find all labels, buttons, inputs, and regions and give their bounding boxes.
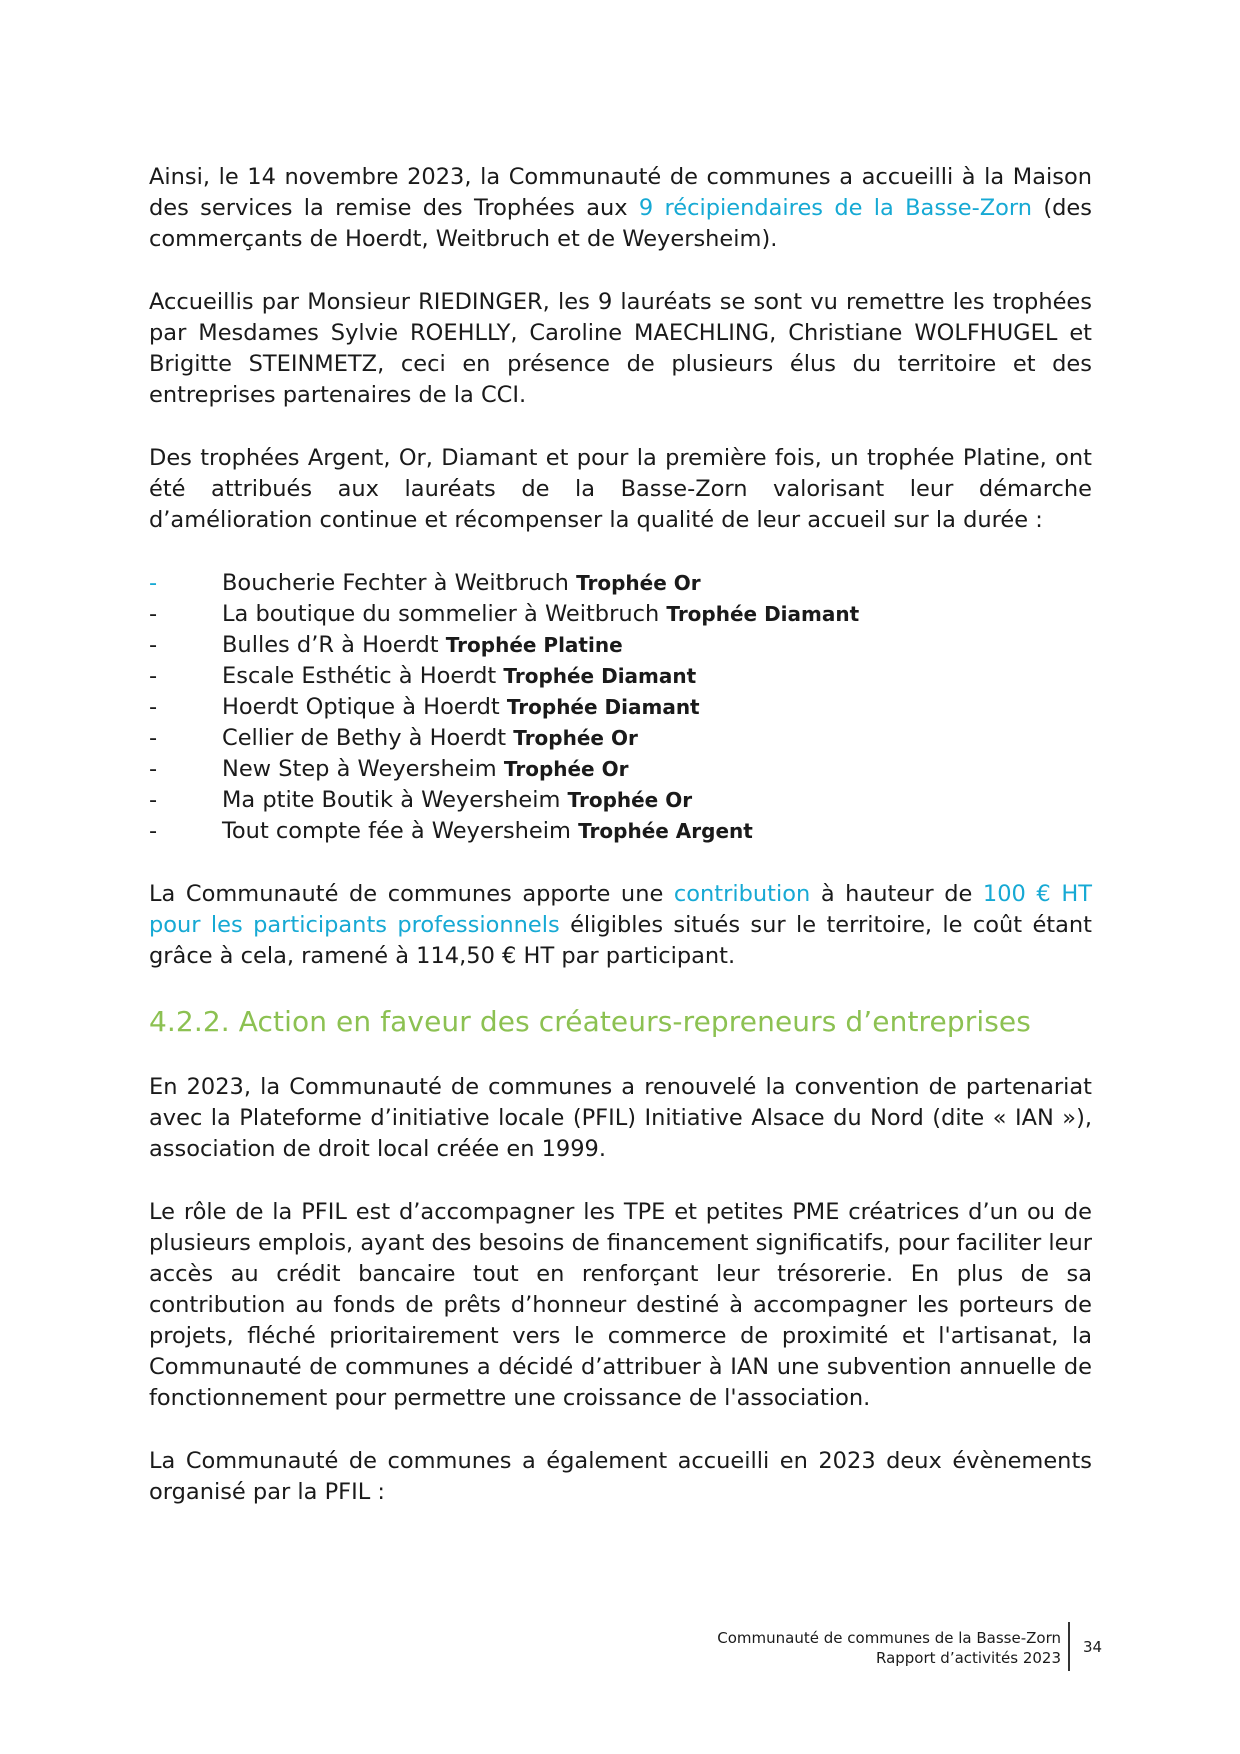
participants-link[interactable]: 100 € HT pour les participants professionnels (149, 881, 1092, 938)
list-item: - Tout compte fée à Weyersheim Trophée Argent (149, 816, 1092, 847)
recipients-link[interactable]: 9 récipiendaires de la Basse-Zorn (638, 195, 1033, 221)
award-label: Trophée Diamant (506, 695, 700, 719)
list-bullet: - (149, 601, 158, 627)
contribution-link[interactable]: contribution (673, 881, 811, 907)
page-number: 34 (1083, 1638, 1103, 1656)
intro-paragraph-2: Accueillis par Monsieur RIEDINGER, les 9 lauréats se sont vu remettre les trophées par Mesdames Sylvie ROEHLLY, Caroline MAECHLING, Christiane WOLFHUGEL et Brigitte STEINMETZ, ceci en présence de plusieurs élus du territoire et des entreprises partenaires de la CCI. (149, 289, 1092, 408)
intro-paragraph-1: Ainsi, le 14 novembre 2023, la Communauté de communes a accueilli à la Maison des services la remise des Trophées aux 9 récipiendaires de la Basse-Zorn (des commerçants de Hoerdt, Weitbruch et de Weyersheim). (149, 164, 1092, 252)
footer-organization: Communauté de communes de la Basse-Zorn (717, 1629, 1061, 1647)
list-bullet: - (149, 632, 158, 658)
page-content (149, 162, 1092, 1508)
footer-divider (1068, 1622, 1070, 1671)
trophy-list (149, 568, 1092, 847)
list-item: - Cellier de Bethy à Hoerdt Trophée Or (149, 723, 1092, 754)
page-footer (717, 1628, 1061, 1668)
award-label: Trophée Diamant (503, 664, 697, 688)
award-label: Trophée Or (567, 788, 693, 812)
list-bullet: - (149, 818, 158, 844)
list-bullet: - (149, 756, 158, 782)
intro-paragraph-3: Des trophées Argent, Or, Diamant et pour la première fois, un trophée Platine, ont été attribués aux lauréats de la Basse-Zorn valorisant leur démarche d’amélioration continue et récompenser la qualité de leur accueil sur la durée : (149, 445, 1092, 533)
award-label: Trophée Platine (445, 633, 623, 657)
section-paragraph-2: Le rôle de la PFIL est d’accompagner les TPE et petites PME créatrices d’un ou de plusieurs emplois, ayant des besoins de financement significatifs, pour faciliter leur accès au crédit bancaire tout en renforçant leur trésorerie. En plus de sa contribution au fonds de prêts d’honneur destiné à accompagner les porteurs de projets, fléché prioritairement vers le commerce de proximité et l'artisanat, la Communauté de communes a décidé d’attribuer à IAN une subvention annuelle de fonctionnement pour permettre une croissance de l'association. (149, 1199, 1092, 1411)
award-label: Trophée Diamant (666, 602, 860, 626)
list-item: - Hoerdt Optique à Hoerdt Trophée Diamant (149, 692, 1092, 723)
award-label: Trophée Argent (578, 819, 753, 843)
contribution-paragraph: La Communauté de communes apporte une contribution à hauteur de 100 € HT pour les participants professionnels éligibles situés sur le territoire, le coût étant grâce à cela, ramené à 114,50 € HT par participant. (149, 881, 1092, 969)
list-bullet: - (149, 725, 158, 751)
list-item: - La boutique du sommelier à Weitbruch Trophée Diamant (149, 599, 1092, 630)
award-label: Trophée Or (513, 726, 638, 750)
award-label: Trophée Or (576, 571, 701, 595)
award-label: Trophée Or (503, 757, 629, 781)
footer-report-title: Rapport d’activités 2023 (875, 1649, 1061, 1667)
list-item: - Escale Esthétic à Hoerdt Trophée Diamant (149, 661, 1092, 692)
list-bullet: - (149, 787, 158, 813)
list-item: - Boucherie Fechter à Weitbruch Trophée Or (149, 568, 1092, 599)
list-bullet: - (149, 663, 158, 689)
list-item: - New Step à Weyersheim Trophée Or (149, 754, 1092, 785)
section-paragraph-3: La Communauté de communes a également accueilli en 2023 deux évènements organisé par la PFIL : (149, 1448, 1092, 1505)
list-bullet: - (149, 570, 158, 596)
list-bullet: - (149, 694, 158, 720)
list-item: - Bulles d’R à Hoerdt Trophée Platine (149, 630, 1092, 661)
list-item: - Ma ptite Boutik à Weyersheim Trophée Or (149, 785, 1092, 816)
section-paragraph-1: En 2023, la Communauté de communes a renouvelé la convention de partenariat avec la Plateforme d’initiative locale (PFIL) Initiative Alsace du Nord (dite « IAN »), association de droit local créée en 1999. (149, 1074, 1092, 1162)
section-heading: 4.2.2. Action en faveur des créateurs-repreneurs d’entreprises (149, 1005, 1031, 1038)
